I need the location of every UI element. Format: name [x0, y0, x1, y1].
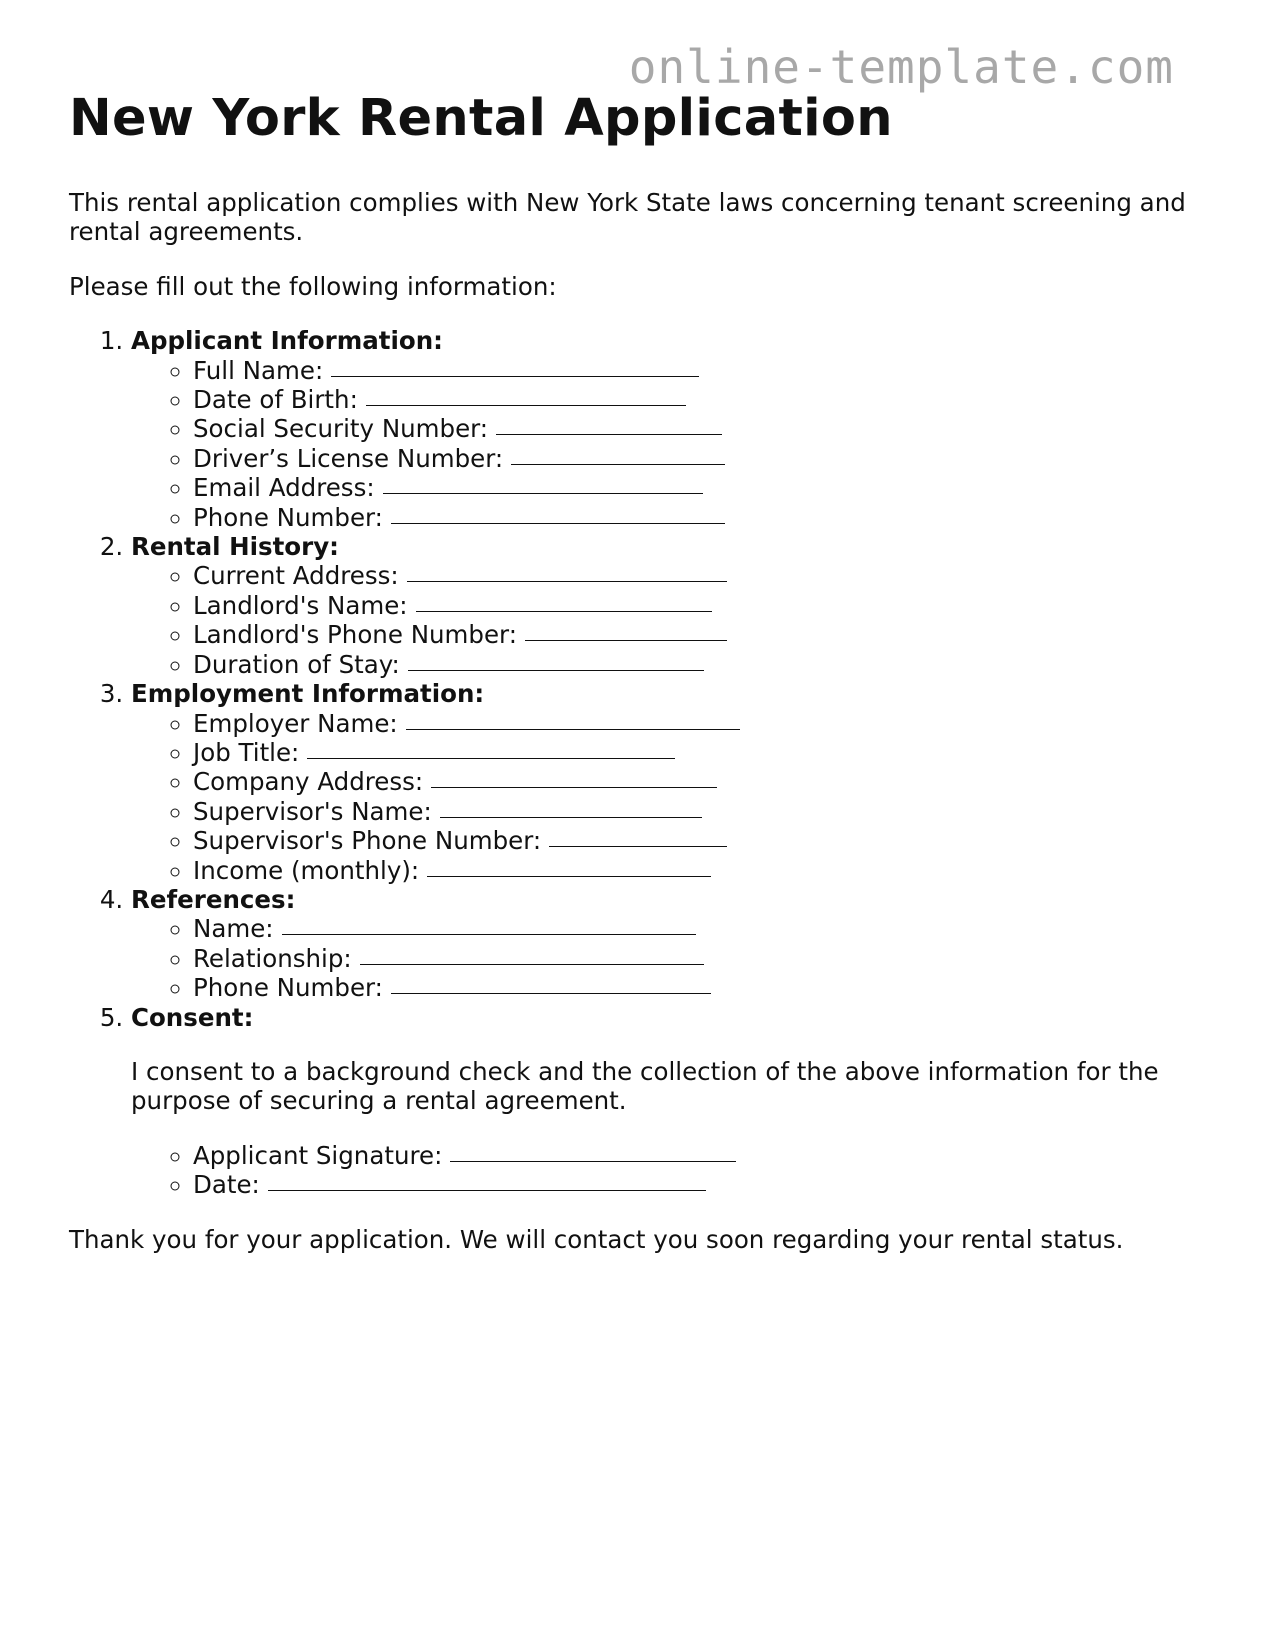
field-label: Duration of Stay:	[193, 649, 400, 679]
landlord-phone-blank[interactable]	[525, 639, 727, 641]
job-title-blank[interactable]	[307, 757, 675, 759]
field-list	[131, 356, 1199, 532]
field-email	[193, 473, 1199, 502]
field-company-address	[193, 767, 1199, 796]
section-consent	[131, 1003, 1199, 1200]
employer-name-blank[interactable]	[406, 728, 740, 730]
field-list	[131, 914, 1199, 1002]
duration-of-stay-blank[interactable]	[408, 669, 704, 671]
field-label: Employer Name:	[193, 708, 398, 738]
income-blank[interactable]	[427, 875, 711, 877]
reference-name-blank[interactable]	[282, 933, 696, 935]
current-address-blank[interactable]	[407, 580, 727, 582]
section-title: References:	[131, 884, 296, 914]
phone-blank[interactable]	[391, 522, 725, 524]
field-list	[131, 1141, 1199, 1200]
landlord-name-blank[interactable]	[416, 610, 712, 612]
instruction-paragraph: Please fill out the following information:	[69, 271, 557, 301]
form-sections	[69, 326, 1199, 1199]
supervisor-phone-blank[interactable]	[549, 845, 727, 847]
field-label: Phone Number:	[193, 502, 383, 532]
field-list	[131, 561, 1199, 679]
field-relationship	[193, 944, 1199, 973]
section-title: Employment Information:	[131, 679, 485, 709]
field-list	[131, 709, 1199, 885]
field-label: Supervisor's Phone Number:	[193, 826, 542, 856]
field-full-name	[193, 356, 1199, 385]
field-label: Job Title:	[193, 737, 300, 767]
field-label: Company Address:	[193, 767, 424, 797]
field-reference-name	[193, 914, 1199, 943]
consent-statement: I consent to a background check and the collection of the above information for the purpose of securing a rental agreement.	[131, 1056, 1159, 1116]
field-employer-name	[193, 709, 1199, 738]
section-title: Consent:	[131, 1002, 254, 1032]
field-label: Current Address:	[193, 561, 399, 591]
field-label: Phone Number:	[193, 973, 383, 1003]
document-page	[69, 86, 1199, 1254]
watermark: online-template.com	[628, 40, 1174, 94]
section-title: Rental History:	[131, 532, 339, 562]
page-title: New York Rental Application	[69, 89, 893, 148]
field-label: Social Security Number:	[193, 414, 489, 444]
field-landlord-name	[193, 591, 1199, 620]
field-landlord-phone	[193, 620, 1199, 649]
field-duration-of-stay	[193, 650, 1199, 679]
intro-paragraph: This rental application complies with New York State laws concerning tenant screening and rental agreements.	[69, 188, 1186, 247]
section-title: Applicant Information:	[131, 326, 443, 356]
field-income	[193, 856, 1199, 885]
field-label: Email Address:	[193, 473, 375, 503]
field-label: Applicant Signature:	[193, 1140, 443, 1170]
closing-paragraph: Thank you for your application. We will contact you soon regarding your rental status.	[69, 1224, 1124, 1254]
section-applicant-information	[131, 326, 1199, 532]
email-blank[interactable]	[383, 492, 703, 494]
full-name-blank[interactable]	[331, 375, 699, 377]
field-drivers-license	[193, 444, 1199, 473]
field-current-address	[193, 561, 1199, 590]
field-label: Driver’s License Number:	[193, 443, 504, 473]
reference-phone-blank[interactable]	[391, 992, 711, 994]
field-label: Landlord's Phone Number:	[193, 620, 517, 650]
field-ssn	[193, 414, 1199, 443]
field-label: Full Name:	[193, 355, 324, 385]
field-date-of-birth	[193, 385, 1199, 414]
drivers-license-blank[interactable]	[511, 463, 725, 465]
date-of-birth-blank[interactable]	[366, 404, 686, 406]
field-label: Income (monthly):	[193, 855, 420, 885]
field-applicant-signature	[193, 1141, 1199, 1170]
signature-blank[interactable]	[450, 1160, 736, 1162]
field-supervisor-phone	[193, 826, 1199, 855]
date-blank[interactable]	[268, 1189, 706, 1191]
field-date	[193, 1170, 1199, 1199]
ssn-blank[interactable]	[496, 433, 722, 435]
company-address-blank[interactable]	[431, 786, 717, 788]
field-label: Landlord's Name:	[193, 590, 408, 620]
section-references	[131, 885, 1199, 1003]
field-reference-phone	[193, 973, 1199, 1002]
field-phone	[193, 503, 1199, 532]
field-label: Date of Birth:	[193, 385, 358, 415]
field-label: Relationship:	[193, 943, 352, 973]
supervisor-name-blank[interactable]	[440, 816, 702, 818]
field-label: Name:	[193, 914, 274, 944]
section-rental-history	[131, 532, 1199, 679]
relationship-blank[interactable]	[360, 963, 704, 965]
field-supervisor-name	[193, 797, 1199, 826]
section-employment-information	[131, 679, 1199, 885]
field-job-title	[193, 738, 1199, 767]
field-label: Supervisor's Name:	[193, 796, 432, 826]
field-label: Date:	[193, 1170, 260, 1200]
